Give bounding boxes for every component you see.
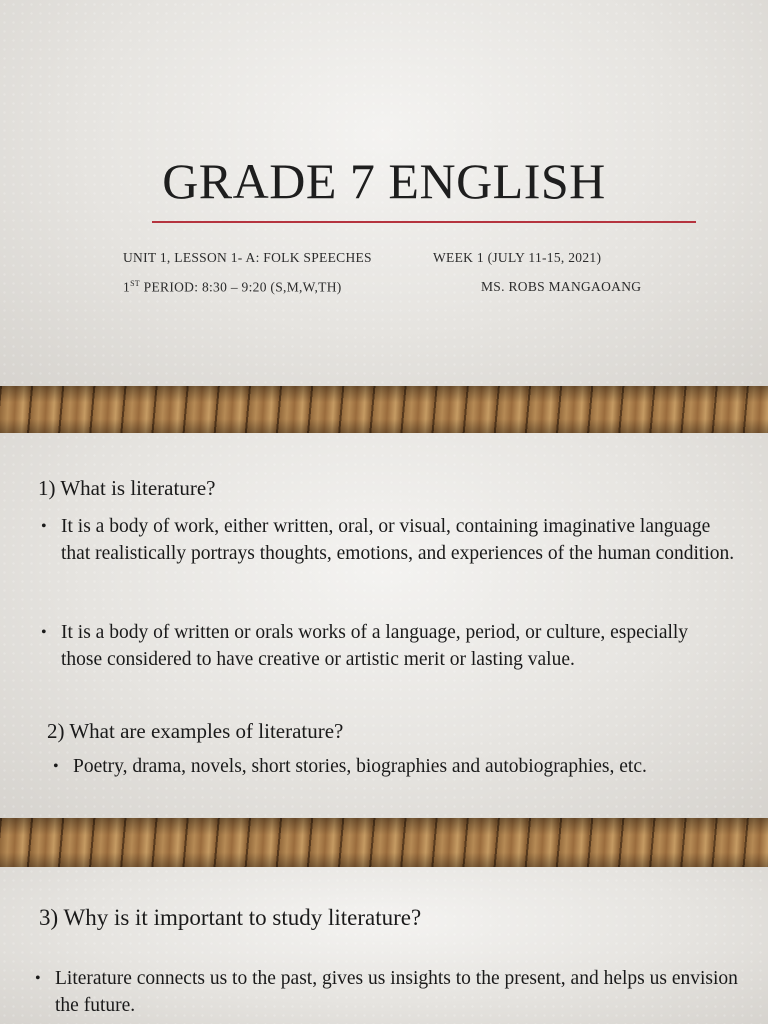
wood-floor-divider: [0, 386, 768, 433]
definition-text-2: It is a body of written or orals works of a language, period, or culture, especially those considered to have creative or artistic merit or lasting value.: [61, 622, 689, 670]
literature-slide: [0, 433, 768, 818]
question-1: 1) What is literature?: [38, 476, 216, 500]
title-underline: [152, 221, 696, 223]
period-superscript: ST: [130, 279, 140, 288]
teacher-name: MS. ROBS MANGAOANG: [481, 279, 642, 294]
title-slide: [0, 0, 768, 386]
unit-lesson-text: UNIT 1, LESSON 1- A: FOLK SPEECHES: [123, 250, 372, 265]
slide-title: GRADE 7 ENGLISH: [162, 153, 606, 209]
question-2: 2) What are examples of literature?: [47, 719, 344, 743]
importance-slide: [0, 867, 768, 1024]
week-text: WEEK 1 (JULY 11-15, 2021): [433, 250, 602, 265]
examples-text: Poetry, drama, novels, short stories, biographies and autobiographies, etc.: [73, 756, 647, 777]
period-text: [123, 279, 342, 296]
definition-bullet-2: [41, 619, 701, 673]
bullet-icon: •: [53, 758, 59, 775]
importance-bullet: [35, 965, 755, 1019]
bullet-icon: •: [35, 970, 41, 987]
bullet-icon: •: [41, 518, 47, 535]
bullet-icon: •: [41, 624, 47, 641]
period-prefix: 1: [123, 279, 131, 295]
examples-bullet: [53, 753, 763, 780]
wood-floor-divider: [0, 818, 768, 867]
importance-text: Literature connects us to the past, gives us insights to the present, and helps us envision the future.: [55, 968, 738, 1016]
question-3: 3) Why is it important to study literature?: [39, 905, 422, 930]
definition-text-1: It is a body of work, either written, oral, or visual, containing imaginative language that realistically portrays thoughts, emotions, and experiences of the human condition.: [61, 516, 735, 564]
definition-bullet-1: [41, 513, 741, 567]
period-rest: PERIOD: 8:30 – 9:20 (S,M,W,TH): [140, 279, 342, 295]
